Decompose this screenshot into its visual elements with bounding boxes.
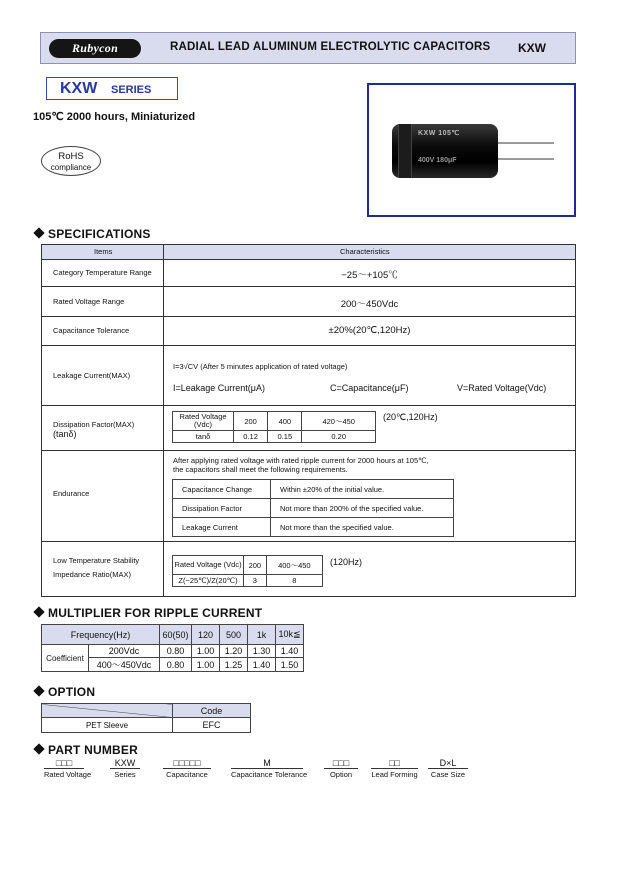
coefficient-label: Coefficient: [42, 645, 89, 672]
option-code-head: Code: [173, 704, 251, 718]
coef-value: 1.50: [276, 658, 304, 672]
leakage-def-c: C=Capacitance(μF): [330, 383, 409, 393]
pn-capacitance: □□□□□ Capacitance: [163, 758, 211, 779]
section-option: OPTION: [33, 685, 95, 699]
section-part-number: PART NUMBER: [33, 743, 138, 757]
item-category-temp: Category Temperature Range: [53, 268, 152, 277]
header-title: RADIAL LEAD ALUMINUM ELECTROLYTIC CAPACITORS: [170, 41, 491, 53]
coef-value: 1.40: [248, 658, 276, 672]
item-low-temp-1: Low Temperature Stability: [53, 556, 140, 565]
endurance-intro-2: the capacitors shall meet the following requirements.: [173, 465, 348, 474]
rohs-line1: RoHS: [58, 151, 84, 162]
endurance-value: Within ±20% of the initial value.: [271, 480, 454, 499]
freq-col: 500: [220, 625, 248, 645]
diamond-bullet-icon: [33, 606, 44, 617]
freq-col: 10k≦: [276, 625, 304, 645]
coef-value: 1.00: [192, 658, 220, 672]
dissipation-note: (20℃,120Hz): [383, 412, 438, 422]
item-cap-tolerance: Capacitance Tolerance: [53, 326, 130, 335]
endurance-item: Leakage Current: [173, 518, 271, 537]
leakage-def-v: V=Rated Voltage(Vdc): [457, 383, 547, 393]
pn-capacitance-tolerance: M Capacitance Tolerance: [231, 758, 308, 779]
freq-label: Frequency(Hz): [42, 625, 160, 645]
dissipation-value: 0.20: [302, 431, 376, 443]
specifications-table: [41, 244, 576, 597]
capacitor-lead-top: [498, 142, 554, 144]
endurance-item: Dissipation Factor: [173, 499, 271, 518]
ripple-multiplier-table: [41, 624, 304, 672]
low-temp-ratio-label: Z(−25℃)/Z(20℃): [173, 575, 244, 587]
value-category-temp: −25～+105℃: [341, 270, 398, 281]
dissipation-col: 400: [268, 412, 302, 431]
item-dissipation-tan: (tanδ): [53, 429, 77, 439]
header-items: Items: [94, 247, 113, 256]
dissipation-value: 0.12: [234, 431, 268, 443]
pn-lead-forming: □□ Lead Forming: [371, 758, 418, 779]
low-temp-col: 200: [244, 556, 267, 575]
low-temp-value: 3: [244, 575, 267, 587]
low-temp-col: 400～450: [266, 556, 322, 575]
coef-value: 0.80: [160, 645, 192, 658]
dissipation-value: 0.15: [268, 431, 302, 443]
section-multiplier: MULTIPLIER FOR RIPPLE CURRENT: [33, 606, 262, 620]
spec-table-header: [42, 245, 575, 260]
coef-value: 1.40: [276, 645, 304, 658]
page-header: [40, 32, 576, 64]
capacitor-body: [392, 124, 498, 178]
leakage-def-i: I=Leakage Current(μA): [173, 383, 265, 393]
option-table: [41, 703, 251, 733]
endurance-table: [172, 479, 454, 537]
capacitor-print-1: KXW 105℃: [418, 130, 460, 137]
diamond-bullet-icon: [33, 743, 44, 754]
option-item: PET Sleeve: [42, 718, 173, 733]
voltage-label: 200Vdc: [89, 645, 160, 658]
dissipation-col: 200: [234, 412, 268, 431]
endurance-item: Capacitance Change: [173, 480, 271, 499]
endurance-intro-1: After applying rated voltage with rated ripple current for 2000 hours at 105℃,: [173, 456, 429, 465]
value-rated-voltage: 200～450Vdc: [340, 299, 399, 310]
pn-option: □□□ Option: [324, 758, 358, 779]
coef-value: 0.80: [160, 658, 192, 672]
coef-value: 1.25: [220, 658, 248, 672]
series-word: SERIES: [111, 84, 152, 96]
leakage-formula: I=3√CV (After 5 minutes application of rated voltage): [173, 362, 348, 371]
freq-col: 1k: [248, 625, 276, 645]
low-temp-table: [172, 555, 323, 587]
dissipation-col: 420～450: [302, 412, 376, 431]
low-temp-note: (120Hz): [330, 557, 363, 567]
pn-series: KXW Series: [110, 758, 140, 779]
pn-rated-voltage: □□□ Rated Voltage: [44, 758, 92, 779]
diamond-bullet-icon: [33, 227, 44, 238]
series-box: [46, 77, 178, 100]
low-temp-value: 8: [266, 575, 322, 587]
option-corner-cell: [42, 704, 173, 718]
dissipation-tan-label: tanδ: [173, 431, 234, 443]
dissipation-head: Rated Voltage (Vdc): [173, 412, 234, 431]
freq-col: 60(50): [160, 625, 192, 645]
header-series-code: KXW: [518, 41, 546, 55]
item-endurance: Endurance: [53, 489, 90, 498]
series-code: KXW: [60, 80, 98, 97]
capacitor-sleeve-band: [398, 124, 412, 178]
endurance-value: Not more than 200% of the specified value.: [271, 499, 454, 518]
value-cap-tolerance: ±20%(20℃,120Hz): [328, 325, 411, 336]
section-specifications: SPECIFICATIONS: [33, 227, 151, 241]
capacitor-lead-bottom: [498, 158, 554, 160]
diamond-bullet-icon: [33, 685, 44, 696]
pn-case-size: D×L Case Size: [428, 758, 468, 779]
endurance-value: Not more than the specified value.: [271, 518, 454, 537]
product-photo: [367, 83, 576, 217]
coef-value: 1.00: [192, 645, 220, 658]
rohs-line2: compliance: [50, 163, 92, 172]
coef-value: 1.20: [220, 645, 248, 658]
brand-logo: Rubycon: [49, 39, 141, 58]
item-low-temp-2: Impedance Ratio(MAX): [53, 570, 131, 579]
series-subtitle: 105℃ 2000 hours, Miniaturized: [33, 111, 196, 123]
voltage-label: 400～450Vdc: [89, 658, 160, 672]
item-dissipation: Dissipation Factor(MAX): [53, 420, 135, 429]
option-code: EFC: [173, 718, 251, 733]
item-leakage: Leakage Current(MAX): [53, 371, 131, 380]
rohs-badge: [41, 146, 101, 176]
dissipation-table: [172, 411, 376, 443]
coef-value: 1.30: [248, 645, 276, 658]
header-characteristics: Characteristics: [340, 247, 390, 256]
item-rated-voltage: Rated Voltage Range: [53, 297, 125, 306]
capacitor-print-2: 400V 180μF: [418, 157, 457, 164]
low-temp-head: Rated Voltage (Vdc): [173, 556, 244, 575]
freq-col: 120: [192, 625, 220, 645]
